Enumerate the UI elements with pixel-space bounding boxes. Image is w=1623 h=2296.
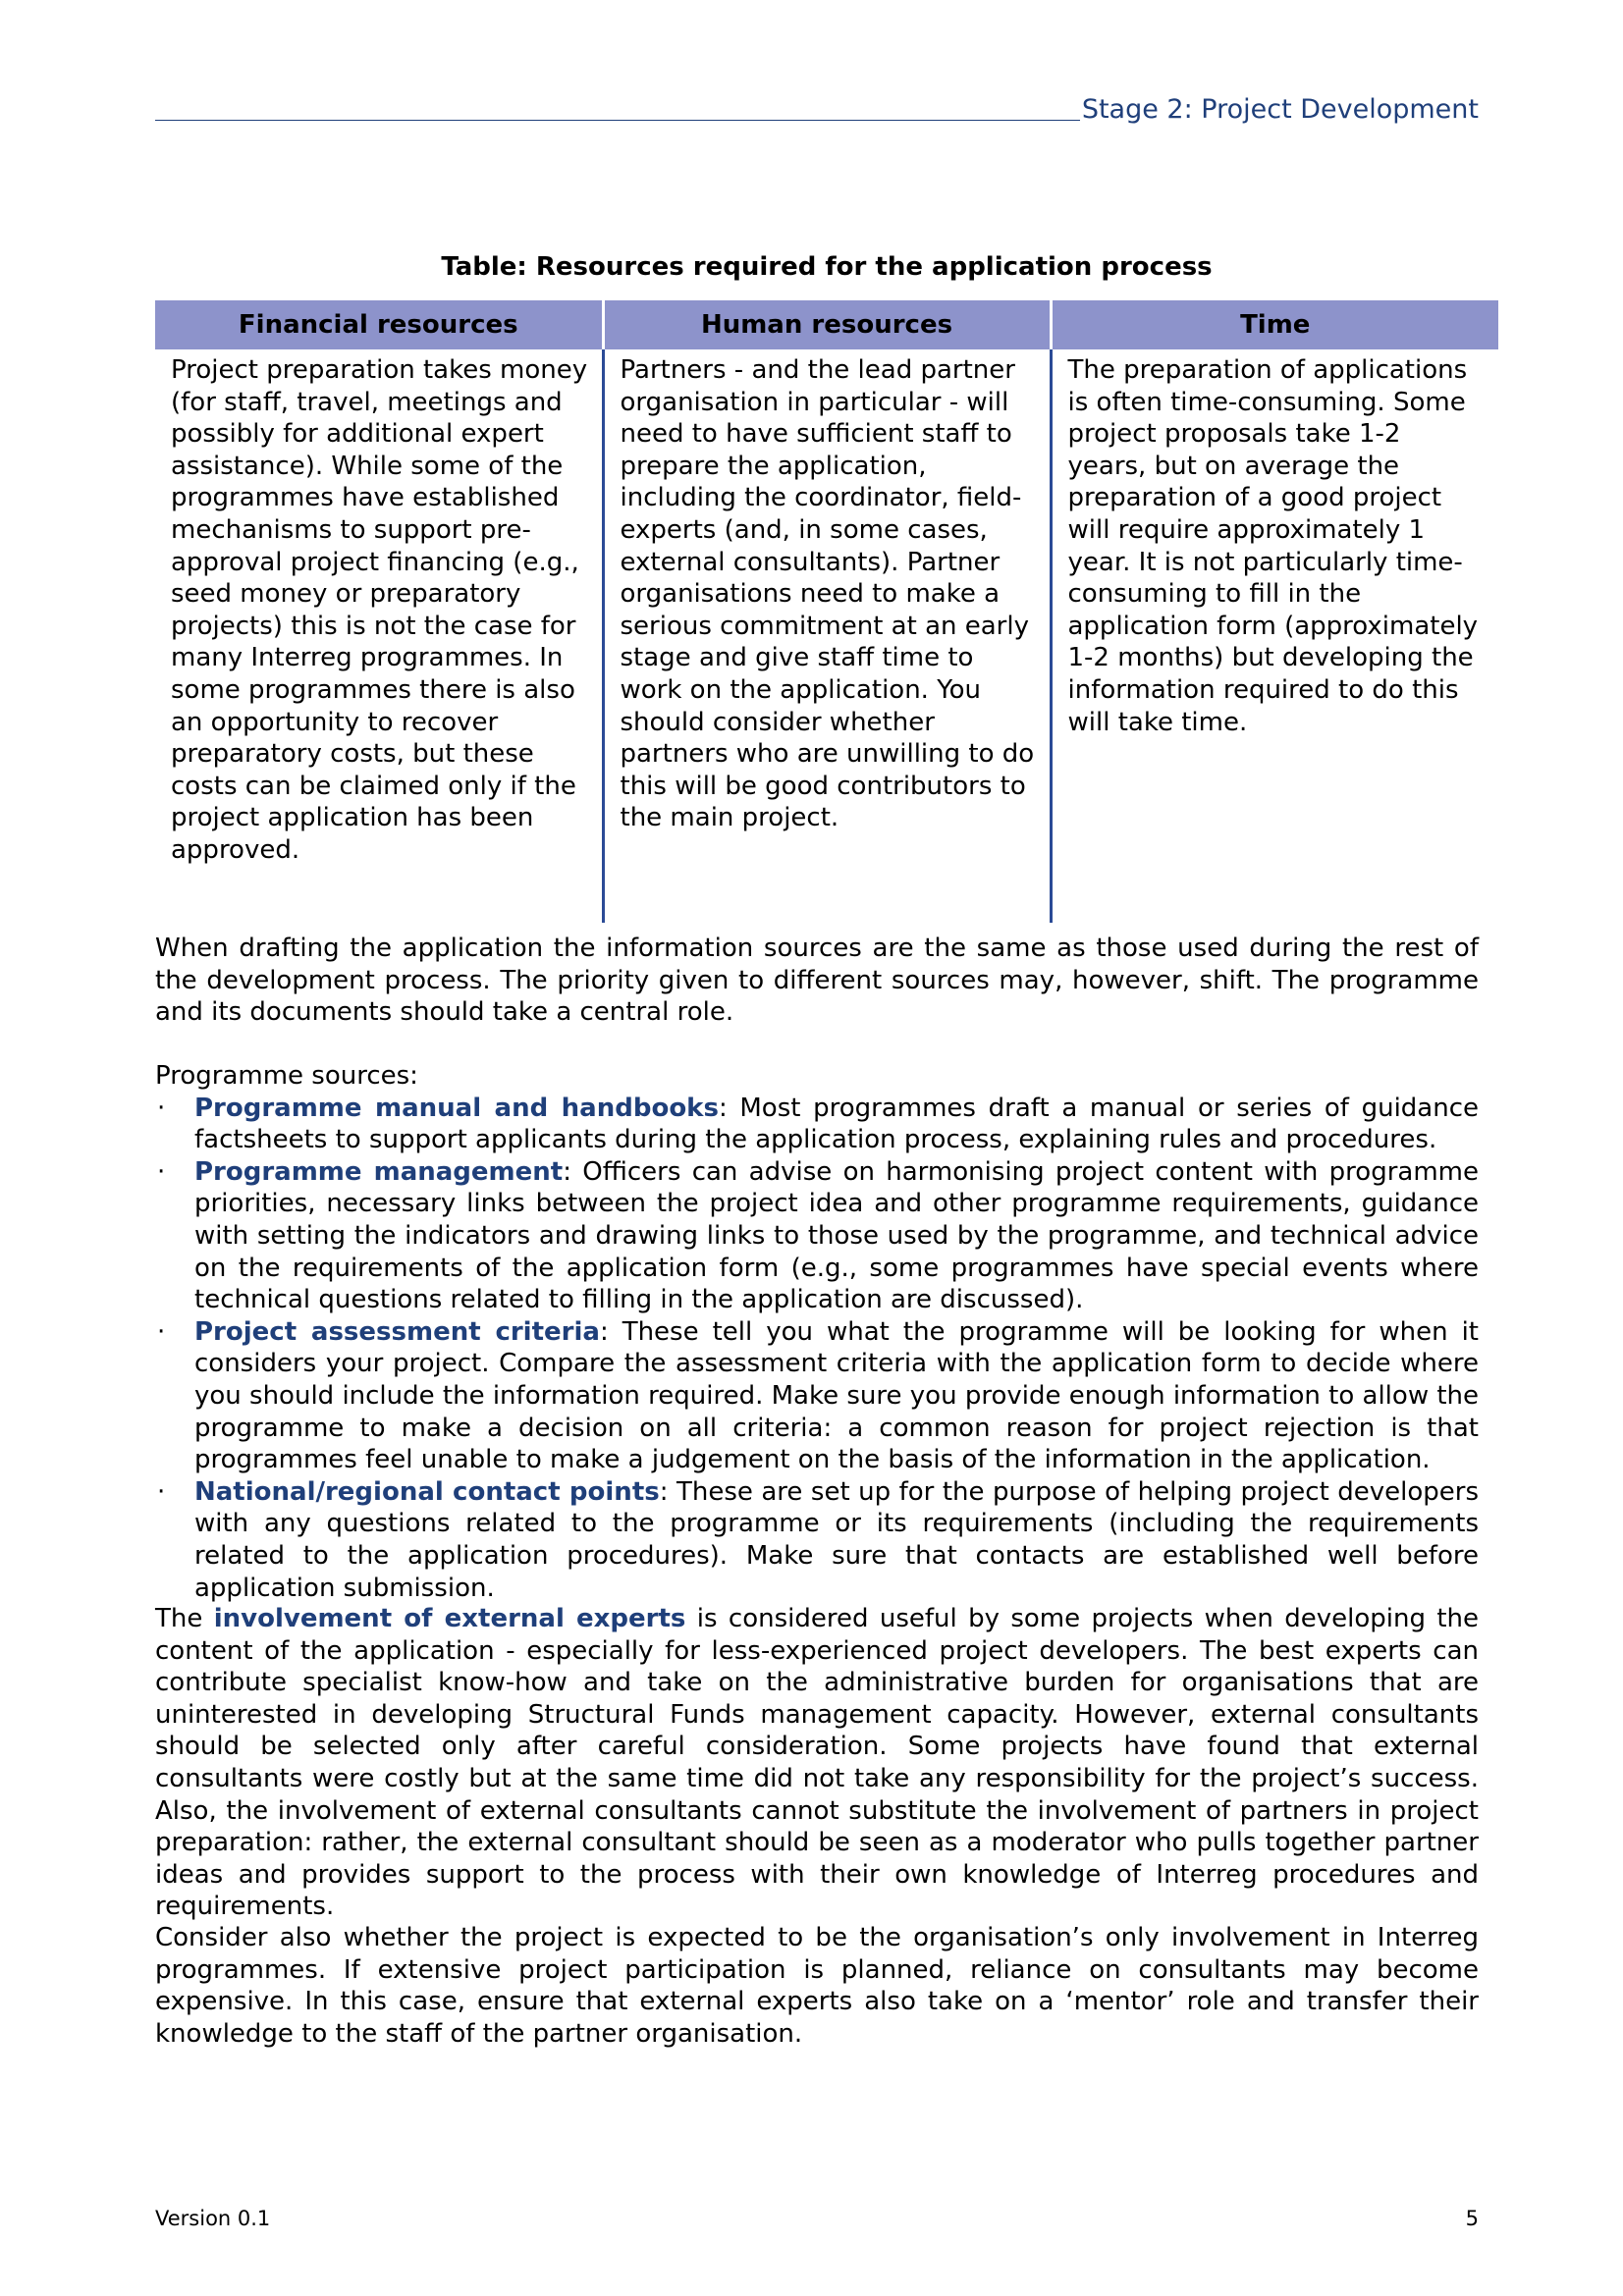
resources-table (155, 300, 1498, 923)
list-item-text: : These tell you what the programme will be looking for when it considers your project. Compare the assessment criteria with the application form to decide where you should include the information required. Make sure you provide enough information to allow the programme to make a decision on all criteria: a common reason for project rejection is that programmes feel unable to make a judgement on the basis of the information in the application. (194, 1316, 1480, 1475)
header-rule (155, 120, 1080, 121)
bullet-icon: · (157, 1093, 166, 1123)
programme-sources-heading: Programme sources: (155, 1061, 418, 1091)
experts-lead: The (155, 1604, 214, 1633)
footer-version: Version 0.1 (155, 2207, 271, 2230)
column-header-time: Time (1051, 300, 1498, 349)
table-header-row (155, 300, 1498, 349)
closing-paragraph: Consider also whether the project is expected to be the organisation’s only involvement in Interreg programmes. If extensive project participation is planned, reliance on consultants may become expensive. In this case, ensure that external experts also take on a ‘mentor’ role and transfer their knowledge to the staff of the partner organisation. (155, 1923, 1479, 2049)
intro-paragraph: When drafting the application the information sources are the same as those used during the rest of the development process. The priority given to different sources may, however, shift. The programme and its documents should take a central role. (155, 934, 1479, 1028)
external-experts-paragraph (155, 1603, 1479, 1923)
experts-text: is considered useful by some projects when developing the content of the application - especially for less-experienced project developers. The best experts can contribute specialist know-how and take on the administrative burden for organisations that are uninterested in developing Structural Funds management capacity. However, external consultants should be selected only after careful consideration. Some projects have found that external consultants were costly but at the same time did not take any responsibility for the project’s success. Also, the involvement of external consultants cannot substitute the involvement of partners in project preparation: rather, the external consultant should be seen as a moderator who pulls together partner ideas and provides support to the process with their own knowledge of Interreg procedures and requirements. (155, 1604, 1479, 1922)
list-item-term: National/regional contact points (194, 1476, 660, 1507)
list-item (155, 1156, 1479, 1316)
bullet-icon: · (157, 1316, 166, 1347)
list-item-text: : Officers can advise on harmonising project content with programme priorities, necessary links between the project idea and other programme requirements, guidance with setting the indicators and drawing links to those used by the programme, and technical advice on the requirements of the application form (e.g., some programmes have special events where technical questions related to filling in the application are discussed). (194, 1156, 1479, 1315)
programme-sources-list (155, 1093, 1479, 1605)
table-caption: Table: Resources required for the application process (441, 252, 1213, 282)
list-item (155, 1316, 1479, 1476)
list-item-term: Programme manual and handbooks (194, 1093, 719, 1123)
cell-human: Partners - and the lead partner organisation in particular - will need to have sufficient staff to prepare the application, including the coordinator, field-experts (and, in some cases, external consultants). Partner organisations need to make a serious commitment at an early stage and give staff time to work on the application. You should consider whether partners who are unwilling to do this will be good contributors to the main project. (603, 349, 1051, 923)
list-item-text: : Most programmes draft a manual or series of guidance factsheets to support applicants during the application process, explaining rules and procedures. (194, 1093, 1480, 1155)
table-row (155, 349, 1498, 923)
footer-page-number: 5 (1465, 2207, 1479, 2230)
cell-time: The preparation of applications is often time-consuming. Some project proposals take 1-2 years, but on average the preparation of a good project will require approximately 1 year. It is not particularly time-consuming to fill in the application form (approximately 1-2 months) but developing the information required to do this will take time. (1051, 349, 1498, 923)
cell-financial: Project preparation takes money (for staff, travel, meetings and possibly for additional expert assistance). While some of the programmes have established mechanisms to support pre-approval project financing (e.g., seed money or preparatory projects) this is not the case for many Interreg programmes. In some programmes there is also an opportunity to recover preparatory costs, but these costs can be claimed only if the project application has been approved. (171, 355, 588, 865)
programme-sources-section (155, 1060, 1479, 1604)
list-item (155, 1476, 1479, 1604)
bullet-icon: · (157, 1476, 166, 1507)
header-title: Stage 2: Project Development (1081, 94, 1479, 125)
column-header-financial: Financial resources (155, 300, 603, 349)
list-item-term: Project assessment criteria (194, 1316, 600, 1347)
bullet-icon: · (157, 1156, 166, 1187)
experts-term: involvement of external experts (213, 1604, 686, 1633)
list-item-term: Programme management (194, 1156, 564, 1187)
list-item-text: : These are set up for the purpose of helping project developers with any questions related to the programme or its requirements (including the requirements related to the application procedures). Make sure that contacts are established well before application submission. (194, 1476, 1480, 1603)
page-header (155, 90, 1479, 126)
column-header-human: Human resources (603, 300, 1051, 349)
list-item (155, 1093, 1479, 1156)
